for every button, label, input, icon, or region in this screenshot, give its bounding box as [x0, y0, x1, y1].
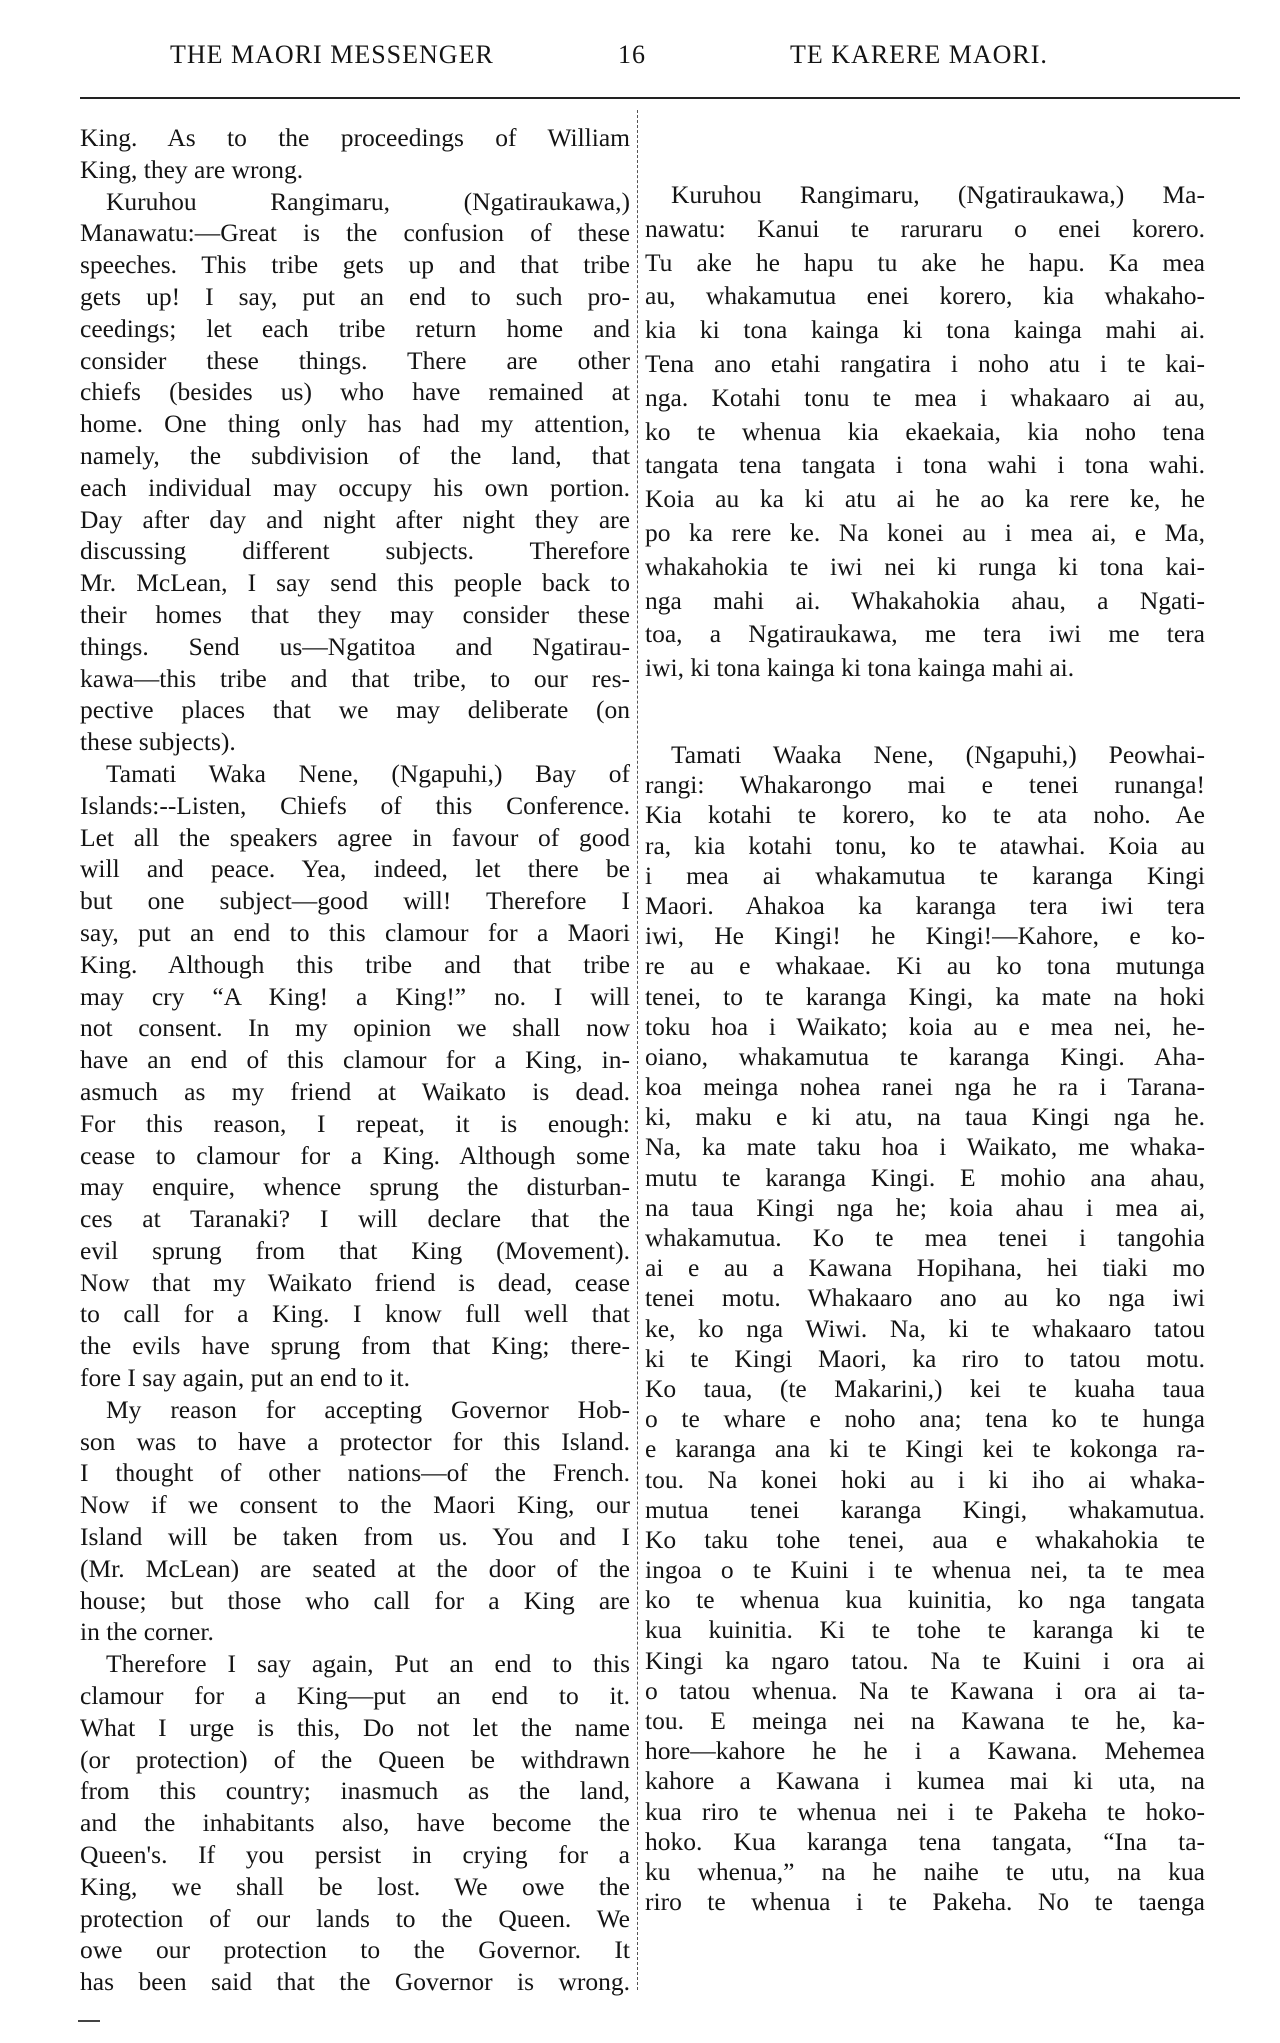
- text-line: Ko taku tohe tenei, aua e whakahokia te: [645, 1524, 1205, 1554]
- text-line: Mr. McLean, I say send this people back to: [80, 568, 630, 598]
- text-line: nga. Kotahi tonu te mea i whakaaro ai au,: [645, 382, 1205, 412]
- text-line: ceedings; let each tribe return home and: [80, 313, 630, 343]
- text-line: from this country; inasmuch as the land,: [80, 1776, 630, 1806]
- text-line: kahore a Kawana i kumea mai ki uta, na: [645, 1766, 1205, 1796]
- page-mark: [78, 2020, 100, 2022]
- text-line: Now that my Waikato friend is dead, cease: [80, 1267, 630, 1297]
- text-line: e karanga ana ki te Kingi kei te kokonga ra-: [645, 1434, 1205, 1464]
- text-line: King, they are wrong.: [80, 154, 304, 184]
- text-line: Kia kotahi te korero, ko te ata noho. Ae: [645, 800, 1205, 830]
- text-line: ces at Taranaki? I will declare that the: [80, 1204, 630, 1234]
- text-line: hoko. Kua karanga tena tangata, “Ina ta-: [645, 1826, 1205, 1856]
- text-line: po ka rere ke. Na konei au i mea ai, e Ma,: [645, 517, 1205, 547]
- maori-paragraph-kuruhou: [645, 178, 1205, 685]
- text-line: has been said that the Governor is wrong.: [80, 1967, 630, 1997]
- text-line: Kuruhou Rangimaru, (Ngatiraukawa,): [106, 186, 630, 216]
- text-line: tenei, to te karanga Kingi, ka mate na hoki: [645, 981, 1205, 1011]
- text-line: pective places that we may deliberate (on: [80, 695, 630, 725]
- text-line: Maori. Ahakoa ka karanga tera iwi tera: [645, 890, 1205, 920]
- text-line: owe our protection to the Governor. It: [80, 1935, 630, 1965]
- masthead-english-title: THE MAORI MESSENGER: [170, 40, 494, 69]
- maori-paragraph-tamati: [645, 740, 1205, 1917]
- text-line: the evils have sprung from that King; there-: [80, 1331, 630, 1361]
- text-line: home. One thing only has had my attention,: [80, 409, 630, 439]
- masthead-maori-title: TE KARERE MAORI.: [790, 40, 1048, 69]
- text-line: protection of our lands to the Queen. We: [80, 1903, 630, 1933]
- text-line: Let all the speakers agree in favour of good: [80, 822, 630, 852]
- text-line: namely, the subdivision of the land, that: [80, 440, 630, 470]
- text-line: may enquire, whence sprung the disturban-: [80, 1172, 630, 1202]
- text-line: Ko taua, (te Makarini,) kei te kuaha taua: [645, 1373, 1205, 1403]
- text-line: For this reason, I repeat, it is enough:: [80, 1108, 630, 1138]
- text-line: gets up! I say, put an end to such pro-: [80, 281, 630, 311]
- text-line: oiano, whakamutua te karanga Kingi. Aha-: [645, 1041, 1205, 1071]
- text-line: tou. E meinga nei na Kawana te he, ka-: [645, 1706, 1205, 1735]
- text-line: in the corner.: [80, 1617, 214, 1647]
- paragraph: [80, 1648, 630, 1998]
- text-line: may cry “A King! a King!” no. I will: [80, 981, 630, 1011]
- page-number: 16: [618, 40, 646, 69]
- text-line: ko te whenua kua kuinitia, ko nga tangata: [645, 1585, 1205, 1615]
- text-line: say, put an end to this clamour for a Maori: [80, 917, 630, 947]
- text-line: ku whenua,” na he naihe te utu, na kua: [645, 1856, 1205, 1886]
- text-line: Koia au ka ki atu ai he ao ka rere ke, he: [645, 484, 1205, 514]
- text-line: I thought of other nations—of the French.: [80, 1458, 630, 1488]
- english-column: [80, 122, 630, 1998]
- text-line: Kuruhou Rangimaru, (Ngatiraukawa,) Ma-: [671, 180, 1205, 209]
- text-line: ai e au a Kawana Hopihana, hei tiaki mo: [645, 1253, 1205, 1283]
- text-line: kua kuinitia. Ki te tohe te karanga ki te: [645, 1615, 1205, 1645]
- text-line: ingoa o te Kuini i te whenua nei, ta te mea: [645, 1555, 1205, 1585]
- text-line: nga mahi ai. Whakahokia ahau, a Ngati-: [645, 585, 1205, 615]
- text-line: house; but those who call for a King are: [80, 1585, 630, 1615]
- text-line: these subjects).: [80, 727, 236, 757]
- text-line: asmuch as my friend at Waikato is dead.: [80, 1076, 630, 1106]
- text-line: mutu te karanga Kingi. E mohio ana ahau,: [645, 1162, 1205, 1192]
- text-line: chiefs (besides us) who have remained at: [80, 377, 630, 407]
- paragraph: [645, 740, 1205, 1917]
- text-line: cease to clamour for a King. Although some: [80, 1140, 630, 1170]
- text-line: iwi, ki tona kainga ki tona kainga mahi ai.: [645, 653, 1075, 683]
- text-line: King, we shall be lost. We owe the: [80, 1871, 630, 1901]
- text-line: tou. Na konei hoki au i ki iho ai whaka-: [645, 1464, 1205, 1494]
- text-line: King. As to the proceedings of William: [80, 123, 630, 152]
- text-line: o tatou whenua. Na te Kawana i ora ai ta-: [645, 1675, 1205, 1705]
- paragraph: [80, 1394, 630, 1648]
- text-line: toa, a Ngatiraukawa, me tera iwi me tera: [645, 619, 1205, 649]
- text-line: ra, kia kotahi tonu, ko te atawhai. Koia au: [645, 830, 1205, 860]
- text-line: tenei motu. Whakaaro ano au ko nga iwi: [645, 1283, 1205, 1313]
- text-line: What I urge is this, Do not let the name: [80, 1712, 630, 1742]
- text-line: speeches. This tribe gets up and that tribe: [80, 250, 630, 280]
- text-line: Now if we consent to the Maori King, our: [80, 1490, 630, 1520]
- text-line: Manawatu:—Great is the confusion of these: [80, 218, 630, 248]
- text-line: mutua tenei karanga Kingi, whakamutua.: [645, 1494, 1205, 1524]
- text-line: not consent. In my opinion we shall now: [80, 1013, 630, 1043]
- text-line: Tu ake he hapu tu ake he hapu. Ka mea: [645, 247, 1205, 277]
- text-line: Na, ka mate taku hoa i Waikato, me whaka-: [645, 1132, 1205, 1162]
- text-line: au, whakamutua enei korero, kia whakaho-: [645, 281, 1205, 311]
- text-line: evil sprung from that King (Movement).: [80, 1235, 630, 1265]
- text-line: tangata tena tangata i tona wahi i tona wahi.: [645, 450, 1205, 480]
- text-line: rangi: Whakarongo mai e tenei runanga!: [645, 770, 1205, 800]
- text-line: (Mr. McLean) are seated at the door of the: [80, 1553, 630, 1583]
- text-line: ki te Kingi Maori, ka riro to tatou motu.: [645, 1343, 1205, 1373]
- text-line: hore—kahore he he i a Kawana. Mehemea: [645, 1736, 1205, 1766]
- text-line: their homes that they may consider these: [80, 599, 630, 629]
- text-line: re au e whakaae. Ki au ko tona mutunga: [645, 951, 1205, 981]
- text-line: i mea ai whakamutua te karanga Kingi: [645, 860, 1205, 890]
- text-line: clamour for a King—put an end to it.: [80, 1681, 630, 1711]
- column-divider: [637, 110, 638, 1990]
- text-line: kia ki tona kainga ki tona kainga mahi ai.: [645, 315, 1205, 345]
- text-line: ke, ko nga Wiwi. Na, ki te whakaaro tatou: [645, 1313, 1205, 1343]
- text-line: nawatu: Kanui te raruraru o enei korero.: [645, 213, 1205, 243]
- text-line: Islands:--Listen, Chiefs of this Conference.: [80, 790, 630, 820]
- text-line: Day after day and night after night they are: [80, 504, 630, 534]
- text-line: toku hoa i Waikato; koia au e mea nei, he-: [645, 1011, 1205, 1041]
- text-line: Tena ano etahi rangatira i noho atu i te kai-: [645, 348, 1205, 378]
- text-line: koa meinga nohea ranei nga he ra i Tarana-: [645, 1072, 1205, 1102]
- text-line: and the inhabitants also, have become the: [80, 1808, 630, 1838]
- text-line: will and peace. Yea, indeed, let there be: [80, 854, 630, 884]
- text-line: na taua Kingi nga he; koia ahau i mea ai,: [645, 1192, 1205, 1222]
- text-line: whakamutua. Ko te mea tenei i tangohia: [645, 1223, 1205, 1252]
- text-line: consider these things. There are other: [80, 345, 630, 375]
- text-line: Queen's. If you persist in crying for a: [80, 1840, 630, 1870]
- text-line: ko te whenua kia ekaekaia, kia noho tena: [645, 416, 1205, 446]
- text-line: but one subject—good will! Therefore I: [80, 886, 630, 916]
- text-line: Kingi ka ngaro tatou. Na te Kuini i ora ai: [645, 1645, 1205, 1675]
- paragraph: [80, 122, 630, 186]
- paragraph: [80, 186, 630, 758]
- text-line: fore I say again, put an end to it.: [80, 1363, 410, 1393]
- text-line: King. Although this tribe and that tribe: [80, 949, 630, 979]
- text-line: son was to have a protector for this Island.: [80, 1426, 630, 1456]
- text-line: iwi, He Kingi! he Kingi!—Kahore, e ko-: [645, 921, 1205, 951]
- paragraph: [645, 178, 1205, 685]
- text-line: (or protection) of the Queen be withdrawn: [80, 1744, 630, 1774]
- text-line: whakahokia te iwi nei ki runga ki tona kai-: [645, 551, 1205, 581]
- text-line: to call for a King. I know full well that: [80, 1299, 630, 1329]
- text-line: discussing different subjects. Therefore: [80, 536, 630, 566]
- paragraph: [80, 758, 630, 1394]
- text-line: have an end of this clamour for a King, in-: [80, 1045, 630, 1075]
- text-line: Tamati Waka Nene, (Ngapuhi,) Bay of: [106, 758, 630, 788]
- text-line: each individual may occupy his own portion.: [80, 472, 630, 502]
- text-line: Therefore I say again, Put an end to this: [106, 1649, 630, 1679]
- text-line: o te whare e noho ana; tena ko te hunga: [645, 1404, 1205, 1434]
- text-line: Tamati Waaka Nene, (Ngapuhi,) Peowhai-: [671, 740, 1205, 769]
- text-line: Island will be taken from us. You and I: [80, 1522, 630, 1552]
- header-rule: [80, 97, 1240, 99]
- text-line: kua riro te whenua nei i te Pakeha te hoko-: [645, 1796, 1205, 1826]
- text-line: ki, maku e ki atu, na taua Kingi nga he.: [645, 1102, 1205, 1132]
- text-line: My reason for accepting Governor Hob-: [106, 1394, 630, 1424]
- text-line: things. Send us—Ngatitoa and Ngatirau-: [80, 631, 630, 661]
- text-line: riro te whenua i te Pakeha. No te taenga: [645, 1887, 1205, 1917]
- text-line: kawa—this tribe and that tribe, to our res-: [80, 663, 630, 693]
